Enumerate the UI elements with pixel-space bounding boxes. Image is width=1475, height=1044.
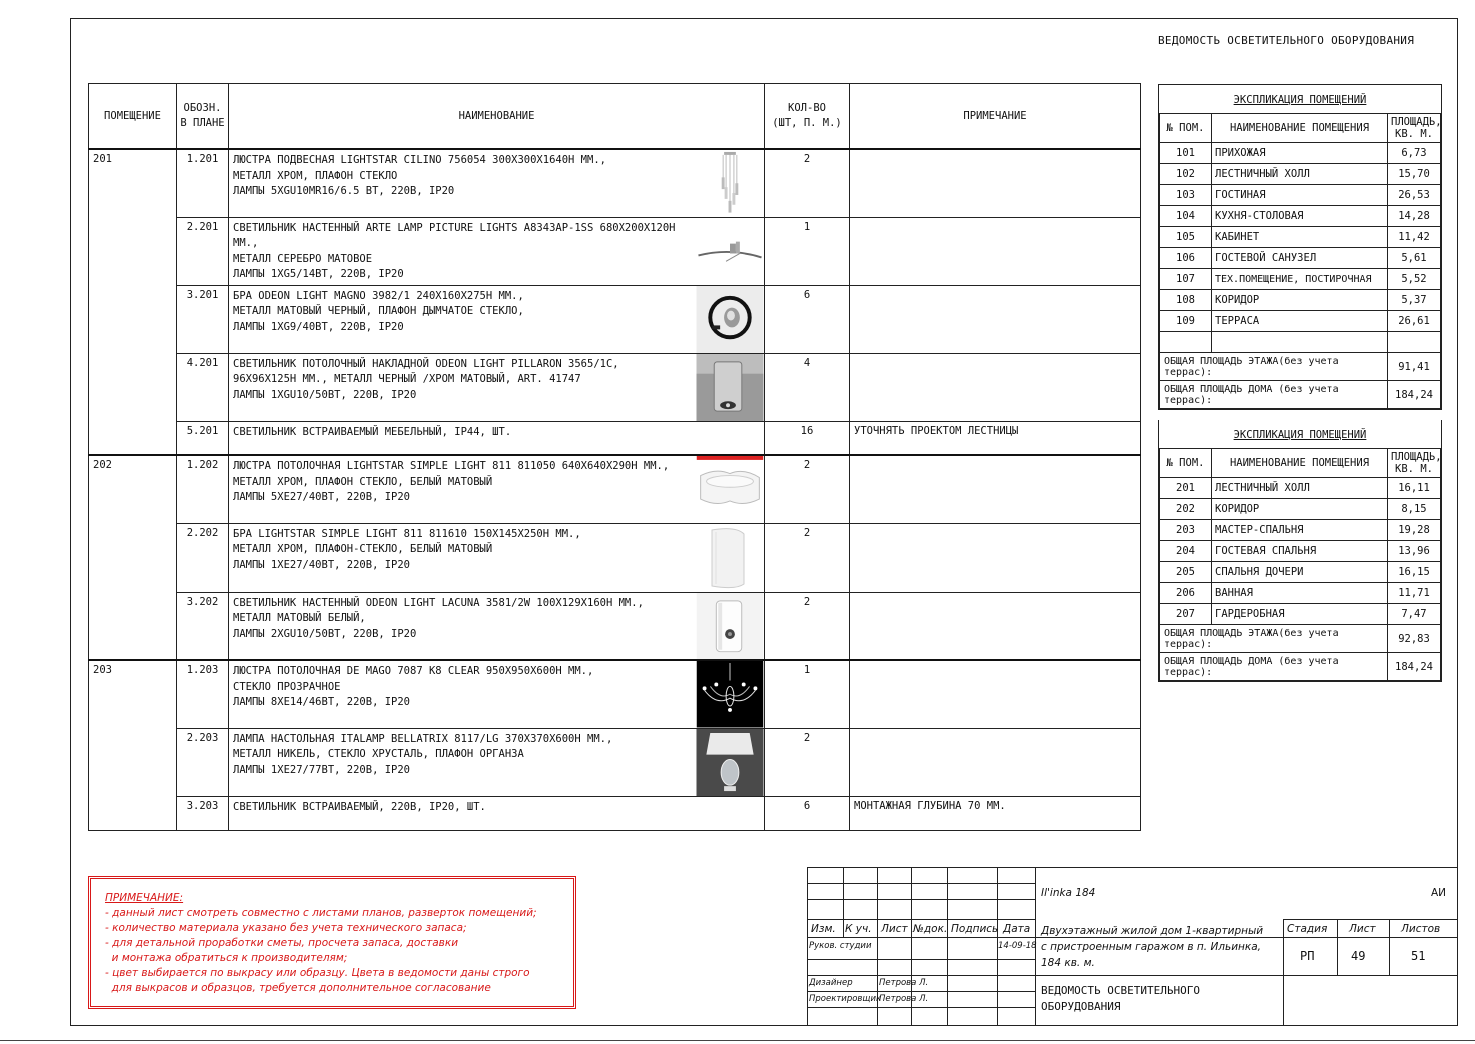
- name-text: БРА ODEON LIGHT MAGNO 3982/1 240X160X275H ММ., МЕТАЛЛ МАТОВЫЙ ЧЕРНЫЙ, ПЛАФОН ДЫМЧАТОЕ СТЕКЛО, ЛАМПЫ 1XG9/40ВТ, 220В, IP20: [233, 289, 524, 333]
- room-name: ЛЕСТНИЧНЫЙ ХОЛЛ: [1212, 478, 1388, 499]
- note-cell: [850, 353, 1141, 421]
- room-number: 104: [1160, 206, 1212, 227]
- total-house-row: [1160, 381, 1441, 409]
- room-area: 8,15: [1388, 499, 1441, 520]
- note-line: для выкрасов и образцов, требуется дополнительное согласование: [105, 982, 491, 994]
- room-area: 11,42: [1388, 227, 1441, 248]
- note-cell: [850, 728, 1141, 796]
- name-text: ЛАМПА НАСТОЛЬНАЯ ITALAMP BELLATRIX 8117/LG 370X370X600H ММ., МЕТАЛЛ НИКЕЛЬ, СТЕКЛО ХРУСТАЛЬ, ПЛАФОН ОРГАНЗА ЛАМПЫ 1XE27/77ВТ, 220В, IP20: [233, 732, 613, 776]
- table-row: [89, 455, 1141, 523]
- note-cell: УТОЧНЯТЬ ПРОЕКТОМ ЛЕСТНИЦЫ: [850, 421, 1141, 455]
- room-name: КАБИНЕТ: [1212, 227, 1388, 248]
- col-ndok: №док.: [913, 923, 948, 935]
- header-area: ПЛОЩАДЬ, КВ. М.: [1388, 114, 1441, 143]
- sheet-number: 49: [1351, 949, 1366, 963]
- table-row: [89, 353, 1141, 421]
- qty-cell: 2: [765, 592, 850, 660]
- explication-row: [1160, 604, 1441, 625]
- table-row: [89, 421, 1141, 455]
- code-cell: 1.203: [177, 660, 229, 728]
- name-cell: [229, 523, 765, 592]
- room-number: 207: [1160, 604, 1212, 625]
- header-area: ПЛОЩАДЬ, КВ. М.: [1388, 449, 1441, 478]
- header-name: НАИМЕНОВАНИЕ: [229, 84, 765, 150]
- note-cell: МОНТАЖНАЯ ГЛУБИНА 70 ММ.: [850, 796, 1141, 830]
- note-line: - количество материала указано без учета технического запаса;: [105, 922, 467, 934]
- room-area: 5,52: [1388, 269, 1441, 290]
- explication-row: [1160, 541, 1441, 562]
- code-cell: 1.202: [177, 455, 229, 523]
- room-area: 16,11: [1388, 478, 1441, 499]
- header-qty: КОЛ-ВО (ШТ, П. М.): [765, 84, 850, 150]
- stage-label: Стадия: [1287, 923, 1328, 935]
- col-kuch: К уч.: [845, 923, 872, 935]
- table-row: [89, 592, 1141, 660]
- total-house-value: 184,24: [1388, 381, 1441, 409]
- table-row: [89, 149, 1141, 217]
- sheet-title: ВЕДОМОСТЬ ОСВЕТИТЕЛЬНОГО ОБОРУДОВАНИЯ: [1158, 34, 1415, 47]
- section-code: АИ: [1431, 887, 1447, 899]
- room-number: 101: [1160, 143, 1212, 164]
- qty-cell: 1: [765, 660, 850, 728]
- table-row: [89, 796, 1141, 830]
- explication-row: [1160, 499, 1441, 520]
- room-area: 5,61: [1388, 248, 1441, 269]
- room-number: 203: [1160, 520, 1212, 541]
- project-name: Двухэтажный жилой дом 1-квартирный с пристроенным гаражом в п. Ильинка, 184 кв. м.: [1041, 925, 1264, 969]
- room-area: 7,47: [1388, 604, 1441, 625]
- room-number: 206: [1160, 583, 1212, 604]
- name-text: СВЕТИЛЬНИК ПОТОЛОЧНЫЙ НАКЛАДНОЙ ODEON LIGHT PILLARON 3565/1C, 96X96X125H ММ., МЕТАЛЛ ЧЕРНЫЙ /ХРОМ МАТОВЫЙ, ART. 41747 ЛАМПЫ 1XGU10/50ВТ, 220В, IP20: [233, 357, 619, 401]
- code-cell: 3.201: [177, 285, 229, 353]
- qty-cell: 6: [765, 796, 850, 830]
- name-cell: [229, 455, 765, 523]
- explication-row: [1160, 143, 1441, 164]
- explication-row: [1160, 164, 1441, 185]
- name-cell: [229, 796, 765, 830]
- notes-title: ПРИМЕЧАНИЕ:: [105, 892, 184, 904]
- table-row: [89, 523, 1141, 592]
- total-floor-value: 91,41: [1388, 353, 1441, 381]
- explication-header-row: [1160, 114, 1441, 143]
- explication-row: [1160, 311, 1441, 332]
- room-cell: 203: [89, 660, 177, 830]
- lighting-equipment-table: [88, 83, 1141, 831]
- room-area: 11,71: [1388, 583, 1441, 604]
- total-floor-row: [1160, 625, 1441, 653]
- header-note: ПРИМЕЧАНИЕ: [850, 84, 1141, 150]
- name-cell: [229, 660, 765, 728]
- header-number: № ПОМ.: [1160, 114, 1212, 143]
- note-cell: [850, 660, 1141, 728]
- qty-cell: 6: [765, 285, 850, 353]
- room-area: 16,15: [1388, 562, 1441, 583]
- room-area: 6,73: [1388, 143, 1441, 164]
- total-house-label: ОБЩАЯ ПЛОЩАДЬ ДОМА (без учета террас):: [1160, 381, 1388, 409]
- pendant-chandelier-photo: [696, 150, 764, 217]
- explication-row: [1160, 206, 1441, 227]
- project-code: Il'inka 184: [1041, 887, 1096, 899]
- qty-cell: 2: [765, 455, 850, 523]
- explication-row: [1160, 520, 1441, 541]
- note-cell: [850, 149, 1141, 217]
- code-cell: 2.201: [177, 217, 229, 285]
- room-cell: 201: [89, 149, 177, 455]
- room-name: СПАЛЬНЯ ДОЧЕРИ: [1212, 562, 1388, 583]
- name-text: СВЕТИЛЬНИК НАСТЕННЫЙ ODEON LIGHT LACUNA 3581/2W 100X129X160H ММ., МЕТАЛЛ МАТОВЫЙ БЕЛЫЙ, ЛАМПЫ 2XGU10/50ВТ, 220В, IP20: [233, 596, 644, 640]
- explication-table: [1159, 448, 1441, 681]
- qty-cell: 2: [765, 149, 850, 217]
- sheets-label: Листов: [1401, 923, 1441, 935]
- explication-title: ЭКСПЛИКАЦИЯ ПОМЕЩЕНИЙ: [1233, 94, 1367, 106]
- room-area: 26,53: [1388, 185, 1441, 206]
- sheet-label: Лист: [1349, 923, 1376, 935]
- room-number: 204: [1160, 541, 1212, 562]
- room-name: КОРИДОР: [1212, 290, 1388, 311]
- note-cell: [850, 455, 1141, 523]
- total-house-value: 184,24: [1388, 653, 1441, 681]
- room-cell: 202: [89, 455, 177, 660]
- explication-row: [1160, 227, 1441, 248]
- notes-box: [88, 876, 576, 1009]
- room-number: 103: [1160, 185, 1212, 206]
- role-label: Руков. студии: [809, 941, 872, 951]
- role-person: Петрова Л.: [879, 978, 929, 988]
- room-number: 107: [1160, 269, 1212, 290]
- code-cell: 5.201: [177, 421, 229, 455]
- crystal-chandelier-photo: [696, 661, 764, 728]
- name-cell: [229, 149, 765, 217]
- role-person: Петрова Л.: [879, 994, 929, 1004]
- total-floor-row: [1160, 353, 1441, 381]
- name-cell: [229, 728, 765, 796]
- white-wall-light-photo: [696, 593, 764, 660]
- white-sconce-photo: [696, 524, 764, 592]
- picture-light-photo: [696, 218, 764, 285]
- explication-title: ЭКСПЛИКАЦИЯ ПОМЕЩЕНИЙ: [1233, 429, 1367, 441]
- name-text: СВЕТИЛЬНИК ВСТРАИВАЕМЫЙ, 220В, IP20, ШТ.: [233, 800, 486, 813]
- qty-cell: 4: [765, 353, 850, 421]
- room-name: ВАННАЯ: [1212, 583, 1388, 604]
- note-line: - для детальной проработки сметы, просчета запаса, доставки: [105, 937, 459, 949]
- code-cell: 1.201: [177, 149, 229, 217]
- room-number: 109: [1160, 311, 1212, 332]
- room-area: 15,70: [1388, 164, 1441, 185]
- room-name: ТЕРРАСА: [1212, 311, 1388, 332]
- explication-row: [1160, 562, 1441, 583]
- header-room-name: НАИМЕНОВАНИЕ ПОМЕЩЕНИЯ: [1212, 449, 1388, 478]
- table-row: [89, 285, 1141, 353]
- code-cell: 2.203: [177, 728, 229, 796]
- drawing-title: ВЕДОМОСТЬ ОСВЕТИТЕЛЬНОГО ОБОРУДОВАНИЯ: [1041, 984, 1200, 1013]
- header-room-name: НАИМЕНОВАНИЕ ПОМЕЩЕНИЯ: [1212, 114, 1388, 143]
- header-number: № ПОМ.: [1160, 449, 1212, 478]
- room-name: ГАРДЕРОБНАЯ: [1212, 604, 1388, 625]
- room-number: 106: [1160, 248, 1212, 269]
- role-label: Дизайнер: [809, 978, 853, 988]
- qty-cell: 2: [765, 523, 850, 592]
- room-area: 19,28: [1388, 520, 1441, 541]
- code-cell: 2.202: [177, 523, 229, 592]
- header-room: ПОМЕЩЕНИЕ: [89, 84, 177, 150]
- note-line: - цвет выбирается по выкрасу или образцу. Цвета в ведомости даны строго: [105, 967, 530, 979]
- explication-row: [1160, 290, 1441, 311]
- name-text: ЛЮСТРА ПОТОЛОЧНАЯ DE MAGO 7087 K8 CLEAR 950X950X600H ММ., СТЕКЛО ПРОЗРАЧНОЕ ЛАМПЫ 8XE14/46ВТ, 220В, IP20: [233, 665, 594, 708]
- table-row: [89, 728, 1141, 796]
- room-explication-floor1: [1158, 84, 1442, 410]
- total-floor-label: ОБЩАЯ ПЛОЩАДЬ ЭТАЖА(без учета террас):: [1160, 353, 1388, 381]
- role-label: Проектировщик: [809, 994, 882, 1004]
- room-area: 13,96: [1388, 541, 1441, 562]
- name-cell: [229, 353, 765, 421]
- name-text: ЛЮСТРА ПОТОЛОЧНАЯ LIGHTSTAR SIMPLE LIGHT 811 811050 640X640X290H ММ., МЕТАЛЛ ХРОМ, ПЛАФОН СТЕКЛО, БЕЛЫЙ МАТОВЫЙ ЛАМПЫ 5XE27/40ВТ, 220В, IP20: [233, 460, 670, 503]
- room-name: ТЕХ.ПОМЕЩЕНИЕ, ПОСТИРОЧНАЯ: [1212, 269, 1388, 290]
- col-podpis: Подпись: [951, 923, 999, 935]
- table-row: [89, 660, 1141, 728]
- room-name: ПРИХОЖАЯ: [1212, 143, 1388, 164]
- sheet-edge-line: [0, 1040, 1475, 1041]
- code-cell: 4.201: [177, 353, 229, 421]
- total-house-row: [1160, 653, 1441, 681]
- room-number: 205: [1160, 562, 1212, 583]
- col-izm: Изм.: [811, 923, 836, 935]
- explication-row: [1160, 185, 1441, 206]
- col-data: Дата: [1003, 923, 1031, 935]
- header-code: ОБОЗН. В ПЛАНЕ: [177, 84, 229, 150]
- role-date: 14-09-18: [998, 941, 1037, 951]
- wall-sconce-photo: [696, 286, 764, 353]
- name-cell: [229, 592, 765, 660]
- name-cell: [229, 217, 765, 285]
- room-number: 108: [1160, 290, 1212, 311]
- room-name: ГОСТЕВОЙ САНУЗЕЛ: [1212, 248, 1388, 269]
- title-block: [807, 867, 1458, 1026]
- col-list: Лист: [881, 923, 908, 935]
- qty-cell: 1: [765, 217, 850, 285]
- qty-cell: 16: [765, 421, 850, 455]
- ceiling-spot-photo: [696, 354, 764, 421]
- explication-row: [1160, 269, 1441, 290]
- code-cell: 3.202: [177, 592, 229, 660]
- name-cell: [229, 421, 765, 455]
- room-name: КУХНЯ-СТОЛОВАЯ: [1212, 206, 1388, 227]
- room-name: ЛЕСТНИЧНЫЙ ХОЛЛ: [1212, 164, 1388, 185]
- explication-table: [1159, 113, 1441, 409]
- room-number: 102: [1160, 164, 1212, 185]
- table-row: [89, 217, 1141, 285]
- name-cell: [229, 285, 765, 353]
- sheets-total: 51: [1411, 949, 1426, 963]
- room-area: 14,28: [1388, 206, 1441, 227]
- room-name: ГОСТЕВАЯ СПАЛЬНЯ: [1212, 541, 1388, 562]
- name-text: СВЕТИЛЬНИК НАСТЕННЫЙ ARTE LAMP PICTURE LIGHTS A8343AP-1SS 680X200X120H ММ., МЕТАЛЛ СЕРЕБРО МАТОВОЕ ЛАМПЫ 1XG5/14ВТ, 220В, IP20: [233, 221, 676, 280]
- room-number: 105: [1160, 227, 1212, 248]
- stage-value: РП: [1300, 949, 1315, 963]
- qty-cell: 2: [765, 728, 850, 796]
- room-name: МАСТЕР-СПАЛЬНЯ: [1212, 520, 1388, 541]
- note-line: - данный лист смотреть совместно с листами планов, разверток помещений;: [105, 907, 537, 919]
- room-explication-floor2: [1158, 420, 1442, 682]
- explication-empty-row: [1160, 332, 1441, 353]
- name-text: ЛЮСТРА ПОДВЕСНАЯ LIGHTSTAR CILINO 756054 300X300X1640H ММ., МЕТАЛЛ ХРОМ, ПЛАФОН СТЕКЛО ЛАМПЫ 5XGU10MR16/6.5 ВТ, 220В, IP20: [233, 154, 606, 197]
- room-number: 201: [1160, 478, 1212, 499]
- note-cell: [850, 217, 1141, 285]
- total-house-label: ОБЩАЯ ПЛОЩАДЬ ДОМА (без учета террас):: [1160, 653, 1388, 681]
- room-number: 202: [1160, 499, 1212, 520]
- room-area: 26,61: [1388, 311, 1441, 332]
- table-header-row: [89, 84, 1141, 150]
- explication-row: [1160, 248, 1441, 269]
- explication-header-row: [1160, 449, 1441, 478]
- explication-row: [1160, 478, 1441, 499]
- note-line: и монтажа обратиться к производителям;: [105, 952, 348, 964]
- note-cell: [850, 285, 1141, 353]
- name-text: БРА LIGHTSTAR SIMPLE LIGHT 811 811610 150X145X250H ММ., МЕТАЛЛ ХРОМ, ПЛАФОН-СТЕКЛО, БЕЛЫЙ МАТОВЫЙ ЛАМПЫ 1XE27/40ВТ, 220В, IP20: [233, 527, 581, 571]
- note-cell: [850, 523, 1141, 592]
- room-name: КОРИДОР: [1212, 499, 1388, 520]
- name-text: СВЕТИЛЬНИК ВСТРАИВАЕМЫЙ МЕБЕЛЬНЫЙ, IP44, ШТ.: [233, 425, 512, 438]
- explication-row: [1160, 583, 1441, 604]
- ceiling-chandelier-photo: [696, 456, 764, 523]
- room-name: ГОСТИНАЯ: [1212, 185, 1388, 206]
- total-floor-label: ОБЩАЯ ПЛОЩАДЬ ЭТАЖА(без учета террас):: [1160, 625, 1388, 653]
- note-cell: [850, 592, 1141, 660]
- code-cell: 3.203: [177, 796, 229, 830]
- room-area: 5,37: [1388, 290, 1441, 311]
- table-lamp-photo: [696, 729, 764, 796]
- total-floor-value: 92,83: [1388, 625, 1441, 653]
